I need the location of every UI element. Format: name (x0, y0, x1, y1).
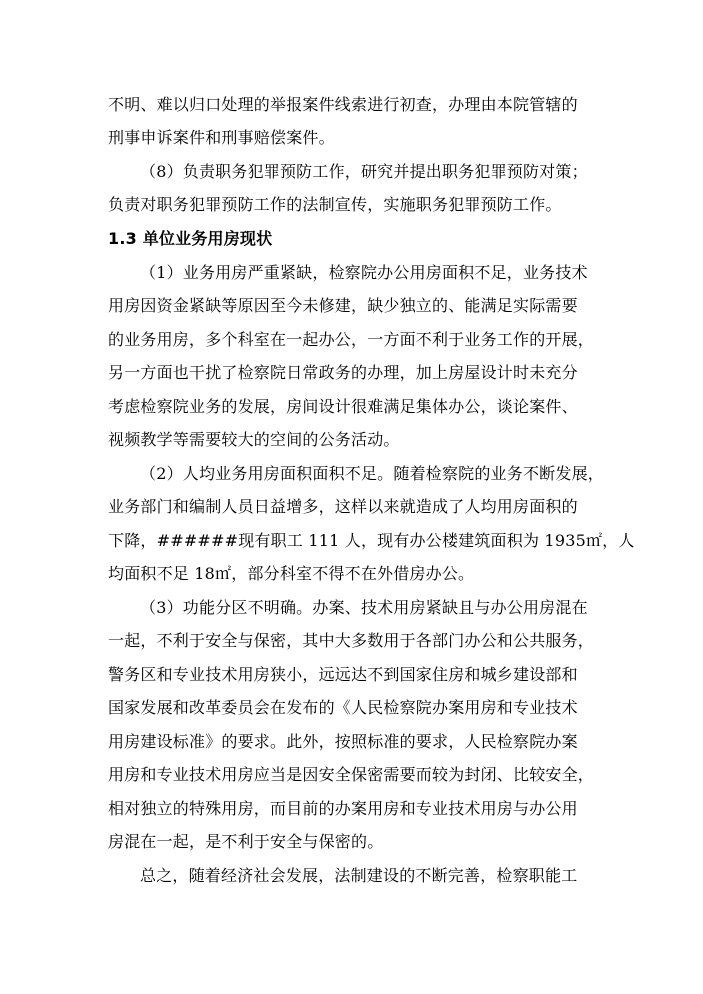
text-line: 视频教学等需要较大的空间的公务活动。 (108, 430, 400, 449)
text-line: 房混在一起，是不利于安全与保密的。 (108, 832, 384, 851)
text-line: 用房和专业技术用房应当是因安全保密需要而较为封闭、比较安全， (108, 765, 595, 784)
text-line: 总之，随着经济社会发展，法制建设的不断完善，检察职能工 (140, 866, 578, 885)
text-line: 均面积不足 18㎡，部分科室不得不在外借房办公。 (108, 564, 475, 583)
text-line: 不明、难以归口处理的举报案件线索进行初查，办理由本院管辖的 (108, 95, 578, 114)
text-line: 国家发展和改革委员会在发布的《人民检察院办案用房和专业技术 (108, 698, 578, 717)
text-line: （3）功能分区不明确。办案、技术用房紧缺且与办公用房混在 (140, 598, 588, 617)
text-line: 下降，######现有职工 111 人，现有办公楼建筑面积为 1935㎡，人 (108, 531, 635, 550)
text-line: 业务部门和编制人员日益增多，这样以来就造成了人均用房面积的 (108, 497, 578, 516)
text-line: 用房因资金紧缺等原因至今未修建，缺少独立的、能满足实际需要 (108, 296, 578, 315)
text-line: 考虑检察院业务的发展，房间设计很难满足集体办公，谈论案件、 (108, 397, 578, 416)
text-line: 负责对职务犯罪预防工作的法制宣传，实施职务犯罪预防工作。 (108, 195, 562, 214)
text-line: 用房建设标准》的要求。此外，按照标准的要求，人民检察院办案 (108, 732, 578, 751)
text-line: 一起，不利于安全与保密，其中大多数用于各部门办公和公共服务， (108, 631, 595, 650)
text-line: 的业务用房，多个科室在一起办公，一方面不利于业务工作的开展， (108, 330, 595, 349)
text-line: （1）业务用房严重紧缺，检察院办公用房面积不足，业务技术 (140, 263, 588, 282)
text-line: 警务区和专业技术用房狭小，远远达不到国家住房和城乡建设部和 (108, 665, 578, 684)
text-line: 刑事申诉案件和刑事赔偿案件。 (108, 128, 335, 147)
text-line: （8）负责职务犯罪预防工作，研究并提出职务犯罪预防对策； (140, 162, 588, 181)
text-line: 相对独立的特殊用房，而目前的办案用房和专业技术用房与办公用 (108, 799, 578, 818)
text-line: 另一方面也干扰了检察院日常政务的办理，加上房屋设计时未充分 (108, 363, 578, 382)
text-line: （2）人均业务用房面积面积不足。随着检察院的业务不断发展， (140, 464, 604, 483)
section-heading: 1.3 单位业务用房现状 (108, 229, 273, 248)
